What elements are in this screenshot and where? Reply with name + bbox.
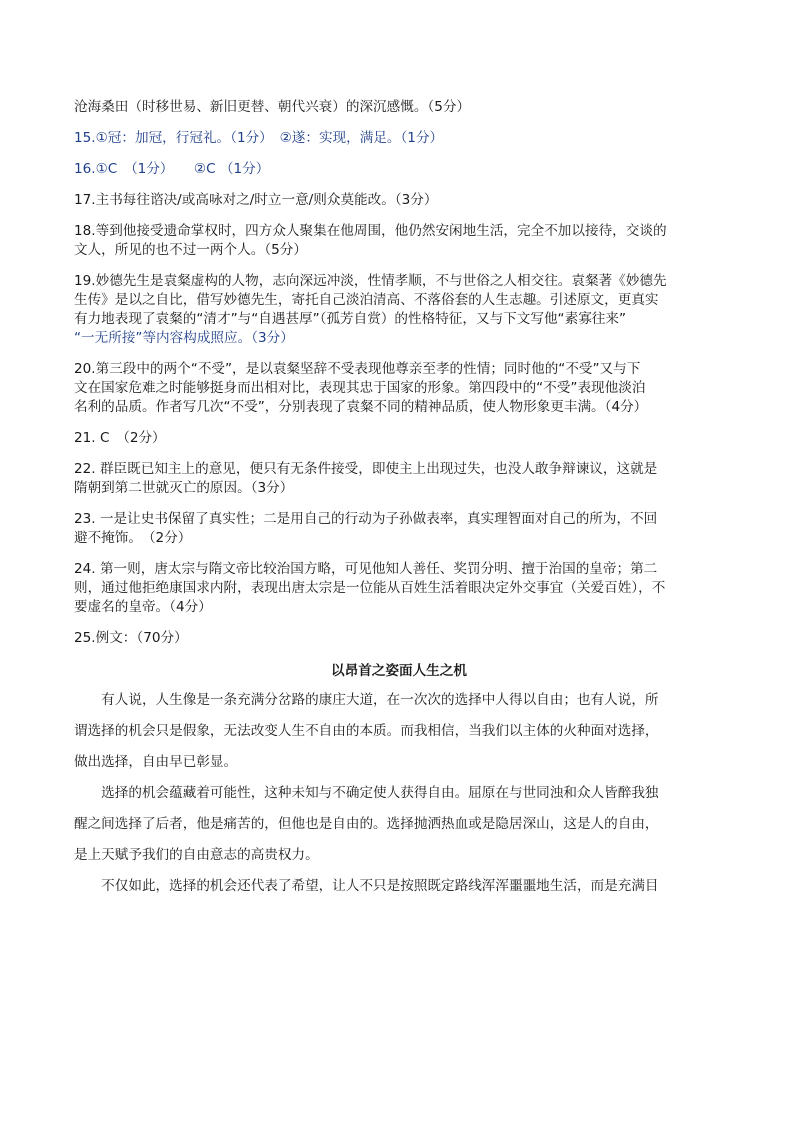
- essay-body: [74, 691, 724, 896]
- answer-line: “一无所接”等内容构成照应。（3分）: [74, 330, 294, 346]
- answer-line: 25.例文：（70分）: [74, 630, 188, 646]
- essay-title: 以昂首之姿面人生之机: [331, 663, 467, 679]
- document-page: [74, 98, 724, 896]
- answer-line: 要虚名的皇帝。（4分）: [74, 599, 212, 615]
- answer-line: 文在国家危难之时能够挺身而出相对比，表现其忠于国家的形象。第四段中的“不受”表现他淡泊: [74, 380, 646, 396]
- answer-line: 20.第三段中的两个“不受”，是以袁粲坚辞不受表现他尊亲至孝的性情；同时他的“不受”又与下: [74, 361, 641, 377]
- answer-line: 15.①冠：加冠，行冠礼。（1分） ②遂：实现，满足。（1分）: [74, 130, 444, 146]
- answer-line: 名利的品质。作者写几次“不受”，分别表现了袁粲不同的精神品质，使人物形象更丰满。（4分）: [74, 399, 648, 415]
- answer-line: 19.妙德先生是袁粲虚构的人物，志向深远冲淡，性情孝顺，不与世俗之人相交往。袁粲著《妙德先: [74, 273, 667, 289]
- answer-line: 有力地表现了袁粲的“清才”与“自遇甚厚”（孤芳自赏）的性格特征，又与下文写他“素寡往来”: [74, 311, 627, 327]
- essay-line: 是上天赋予我们的自由意志的高贵权力。: [74, 847, 319, 863]
- answer-line: 22. 群臣既已知主上的意见，便只有无条件接受，即使主上出现过失，也没人敢争辩谏议，这就是: [74, 461, 658, 477]
- essay-line: 不仅如此，选择的机会还代表了希望，让人不只是按照既定路线浑浑噩噩地生活，而是充满目: [74, 878, 659, 894]
- essay-line: 选择的机会蕴藏着可能性，这种未知与不确定使人获得自由。屈原在与世同浊和众人皆醉我独: [74, 785, 659, 801]
- essay-line: 醒之间选择了后者，他是痛苦的，但他也是自由的。选择抛洒热血或是隐居深山，这是人的自由，: [74, 816, 659, 832]
- answer-line: 18.等到他接受遗命掌权时，四方众人聚集在他周围，他仍然安闲地生活，完全不加以接待，交谈的: [74, 223, 667, 239]
- answer-line: 隋朝到第二世就灭亡的原因。（3分）: [74, 480, 294, 496]
- answer-line: 17.主书每往谘决/或高咏对之/时立一意/则众莫能改。（3分）: [74, 192, 438, 208]
- answer-line: 避不掩饰。 （2分）: [74, 530, 192, 546]
- answer-line: 21. C （2分）: [74, 430, 166, 446]
- essay-line: 谓选择的机会只是假象，无法改变人生不自由的本质。而我相信，当我们以主体的火种面对选择，: [74, 723, 659, 739]
- answer-list: [74, 98, 724, 648]
- essay-line: 做出选择，自由早已彰显。: [74, 754, 238, 770]
- answer-line: 16.①C （1分） ②C （1分）: [74, 161, 270, 177]
- essay-line: 有人说，人生像是一条充满分岔路的康庄大道，在一次次的选择中人得以自由；也有人说，所: [74, 692, 659, 708]
- answer-line: 生传》是以之自比，借写妙德先生，寄托自己淡泊清高、不落俗套的人生志趣。引述原文，更真实: [74, 292, 659, 308]
- answer-line: 则，通过他拒绝康国求内附，表现出唐太宗是一位能从百姓生活着眼决定外交事宜（关爱百姓），不: [74, 580, 666, 596]
- answer-line: 沧海桑田（时移世易、新旧更替、朝代兴衰）的深沉感慨。（5分）: [74, 99, 471, 115]
- answer-line: 24. 第一则，唐太宗与隋文帝比较治国方略，可见他知人善任、奖罚分明、擅于治国的皇帝；第二: [74, 561, 658, 577]
- answer-line: 23. 一是让史书保留了真实性；二是用自己的行动为子孙做表率，真实理智面对自己的所为，不回: [74, 511, 658, 527]
- answer-line: 文人，所见的也不过一两个人。（5分）: [74, 242, 307, 258]
